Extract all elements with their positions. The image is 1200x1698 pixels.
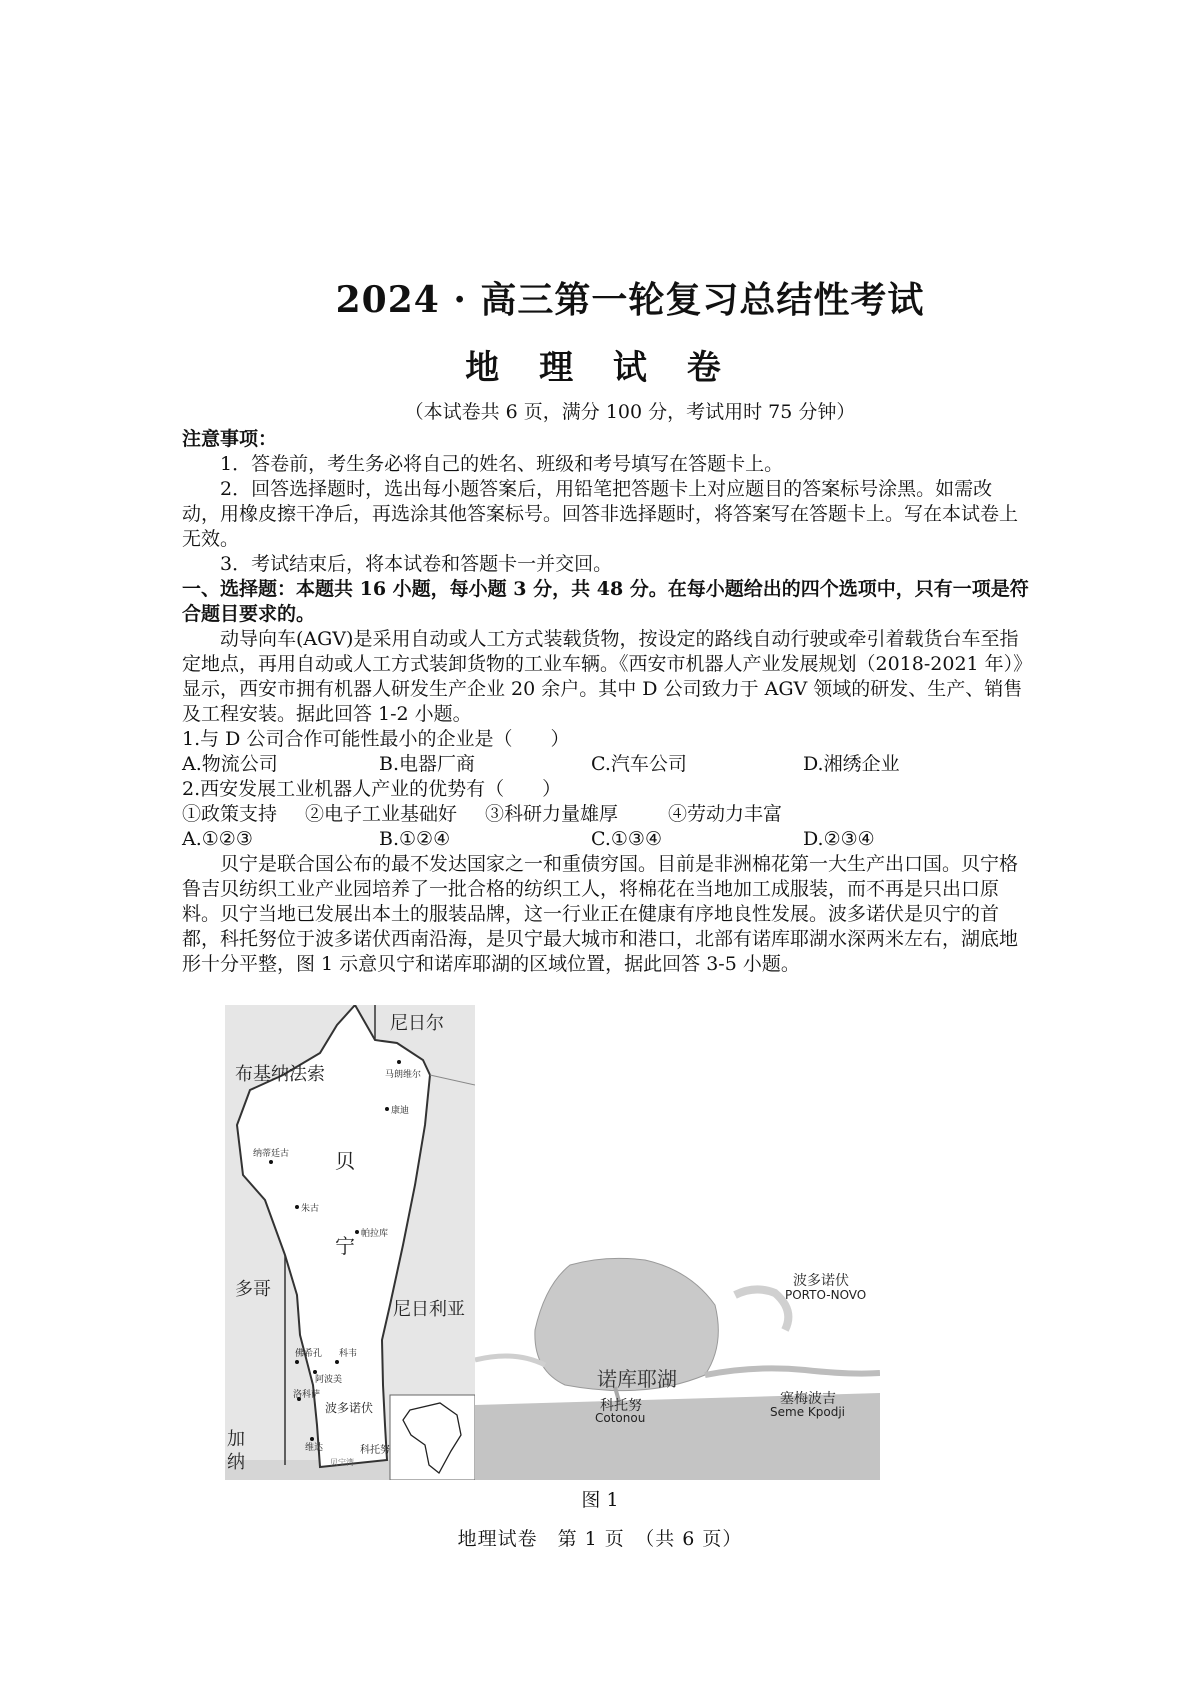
q2-statement-1: ①政策支持 bbox=[182, 803, 278, 825]
q1-option-c[interactable]: C.汽车公司 bbox=[591, 753, 687, 775]
passage-agv: 动导向车(AGV)是采用自动或人工方式装载货物，按设定的路线自动行驶或牵引着载货台车至指定地点，再用自动或人工方式装卸货物的工业车辆。《西安市机器人产业发展规划（2018-2021 年）》显示，西安市拥有机器人研发生产企业 20 余户。其中 D 公司致力于 AGV 领域的研发、生产、销售及工程安装。据此回答 1-2 小题。 bbox=[182, 628, 1023, 725]
label-bight-of-benin: 贝宁湾 bbox=[330, 1458, 354, 1467]
q2-option-c[interactable]: C.①③④ bbox=[591, 828, 662, 850]
notice-item-1: 1．答卷前，考生务必将自己的姓名、班级和考号填写在答题卡上。 bbox=[220, 453, 784, 475]
label-benin-1: 贝 bbox=[335, 1149, 355, 1173]
lake-nokoue-map bbox=[475, 1235, 880, 1480]
city-malanville: 马朗维尔 bbox=[385, 1070, 422, 1080]
city-dot bbox=[355, 1230, 359, 1234]
question-2-stem: 2.西安发展工业机器人产业的优势有（ ） bbox=[182, 778, 562, 800]
q2-statement-2: ②电子工业基础好 bbox=[305, 803, 458, 825]
label-ghana-1: 加 bbox=[227, 1429, 245, 1450]
label-burkina-faso: 布基纳法索 bbox=[235, 1064, 325, 1085]
exam-title: 2024 · 高三第一轮复习总结性考试 bbox=[335, 279, 925, 321]
lake-label: 诺库耶湖 bbox=[597, 1367, 677, 1391]
q2-option-b[interactable]: B.①②④ bbox=[379, 828, 451, 850]
question-2-statements bbox=[182, 802, 1030, 827]
exam-subject: 地 理 试 卷 bbox=[465, 348, 735, 388]
city-dot bbox=[295, 1205, 299, 1209]
cotonou-en: Cotonou bbox=[595, 1411, 646, 1425]
city-dot bbox=[295, 1360, 299, 1364]
q2-statement-3: ③科研力量雄厚 bbox=[485, 803, 619, 825]
city-dot bbox=[335, 1360, 339, 1364]
city-ouidah: 维达 bbox=[305, 1443, 324, 1453]
q2-option-a[interactable]: A.①②③ bbox=[182, 828, 253, 850]
porto-novo-cn: 波多诺伏 bbox=[793, 1273, 849, 1289]
passage-benin: 贝宁是联合国公布的最不发达国家之一和重债穷国。目前是非洲棉花第一大生产出口国。贝宁格鲁吉贝纺织工业产业园培养了一批合格的纺织工人，将棉花在当地加工成服装，而不再是只出口原料。贝宁当地已发展出本土的服装品牌，这一行业正在健康有序地良性发展。波多诺伏是贝宁的首都，科托努位于波多诺伏西南沿海，是贝宁最大城市和港口，北部有诺库耶湖水深两米左右，湖底地形十分平整，图 1 示意贝宁和诺库耶湖的区域位置，据此回答 3-5 小题。 bbox=[182, 853, 1019, 975]
question-1-options bbox=[182, 752, 1030, 777]
q1-option-a[interactable]: A.物流公司 bbox=[182, 753, 278, 775]
cotonou-cn: 科托努 bbox=[600, 1398, 642, 1414]
seme-cn: 塞梅波吉 bbox=[780, 1391, 836, 1407]
city-natitingou: 纳蒂廷古 bbox=[253, 1149, 290, 1159]
city-porto-novo: 波多诺伏 bbox=[325, 1401, 374, 1415]
question-2-options bbox=[182, 827, 1030, 852]
city-dot bbox=[269, 1160, 273, 1164]
notice-item-2: 2．回答选择题时，选出每小题答案后，用铅笔把答题卡上对应题目的答案标号涂黑。如需改动，用橡皮擦干净后，再选涂其他答案标号。回答非选择题时，将答案写在答题卡上。写在本试卷上无效。 bbox=[182, 478, 1019, 550]
q1-option-b[interactable]: B.电器厂商 bbox=[379, 753, 476, 775]
city-dot bbox=[397, 1060, 401, 1064]
notice-heading: 注意事项： bbox=[182, 428, 278, 450]
section-heading: 一、选择题：本题共 16 小题，每小题 3 分，共 48 分。在每小题给出的四个选项中，只有一项是符合题目要求的。 bbox=[182, 578, 1029, 625]
label-ghana-2: 纳 bbox=[227, 1452, 245, 1473]
city-abomey: 阿波美 bbox=[315, 1375, 343, 1385]
city-dot bbox=[385, 1107, 389, 1111]
label-togo: 多哥 bbox=[235, 1279, 271, 1300]
question-1-stem: 1.与 D 公司合作可能性最小的企业是（ ） bbox=[182, 728, 570, 750]
exam-body bbox=[182, 427, 1030, 977]
q2-option-d[interactable]: D.②③④ bbox=[803, 828, 875, 850]
q1-option-d[interactable]: D.湘绣企业 bbox=[803, 753, 900, 775]
label-niger: 尼日尔 bbox=[390, 1013, 444, 1034]
porto-novo-en: PORTO-NOVO bbox=[785, 1288, 867, 1302]
city-kove: 科韦 bbox=[339, 1349, 358, 1359]
notice-item-3: 3．考试结束后，将本试卷和答题卡一并交回。 bbox=[220, 553, 613, 575]
label-benin-2: 宁 bbox=[335, 1234, 355, 1258]
city-cotonou: 科托努 bbox=[360, 1445, 390, 1456]
city-lokossa: 洛科萨 bbox=[293, 1390, 321, 1400]
city-kandi: 康迪 bbox=[391, 1106, 410, 1116]
seme-en: Seme Kpodji bbox=[770, 1405, 845, 1419]
benin-map bbox=[225, 1005, 475, 1480]
figure-caption: 图 1 bbox=[581, 1489, 619, 1511]
page-footer: 地理试卷 第 1 页 （共 6 页） bbox=[457, 1528, 743, 1550]
city-djougou: 朱古 bbox=[301, 1204, 320, 1214]
q2-statement-4: ④劳动力丰富 bbox=[668, 803, 783, 825]
label-nigeria: 尼日利亚 bbox=[393, 1299, 465, 1320]
city-parakou: 帕拉库 bbox=[361, 1229, 389, 1239]
exam-info: （本试卷共 6 页，满分 100 分，考试用时 75 分钟） bbox=[404, 401, 856, 423]
city-dogbo: 佛希孔 bbox=[295, 1349, 323, 1359]
